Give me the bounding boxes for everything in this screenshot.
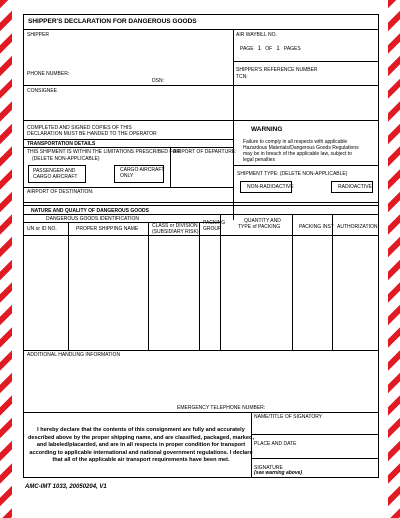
warning-line3: may be in breach of the applicable law, subject to [243, 151, 352, 157]
divider [170, 147, 171, 187]
pages-label: PAGES [283, 46, 301, 52]
form-title: SHIPPER'S DECLARATION FOR DANGEROUS GOODS [28, 18, 197, 25]
divider [24, 205, 378, 206]
consignee-field[interactable] [27, 95, 231, 123]
radioactive-label: RADIOACTIVE [338, 184, 372, 190]
divider [251, 458, 378, 459]
column-un-id: UN or ID NO. [27, 226, 57, 232]
dangerous-goods-table-body[interactable] [25, 236, 377, 349]
right-hazard-stripe [388, 0, 400, 518]
nature-quality-label: NATURE AND QUALITY OF DANGEROUS GOODS [31, 208, 149, 214]
cargo-line2: ONLY [120, 173, 134, 179]
column-packing-group-line1: PACKING [203, 220, 226, 226]
divider [24, 139, 233, 140]
transport-details-label: TRANSPORTATION DETAILS [27, 141, 96, 147]
signature-note: (see warning above) [254, 470, 303, 476]
page-number[interactable]: 1 [257, 46, 262, 52]
divider [251, 412, 252, 477]
departure-label: AIRPORT OF DEPARTURE: [173, 149, 237, 155]
column-packing-group-line2: GROUP [203, 226, 222, 232]
place-date-field[interactable] [254, 448, 374, 456]
divider [24, 187, 233, 188]
divider [233, 61, 378, 62]
divider [233, 120, 378, 121]
non-radioactive-label: NON-RADIOACTIVE [247, 184, 294, 190]
column-quantity-line2: TYPE of PACKING [238, 224, 281, 230]
divider [24, 412, 378, 413]
left-hazard-stripe [0, 0, 12, 518]
warning-line2: Hazardous Materials/Dangerous Goods Regulations [243, 145, 359, 151]
column-packing-inst: PACKING INST [299, 224, 334, 230]
divider [233, 165, 378, 166]
shipper-ref-label: SHIPPER'S REFERENCE NUMBER [236, 67, 318, 73]
cargo-line1: CARGO AIRCRAFT [120, 167, 165, 173]
tcn-label: TCN: [236, 74, 248, 80]
warning-title: WARNING [251, 126, 283, 133]
divider [24, 85, 378, 86]
shipper-label: SHIPPER [27, 32, 49, 38]
divider [24, 202, 378, 203]
destination-label: AIRPORT OF DESTINATION: [27, 189, 94, 195]
certification-statement: I hereby declare that the contents of this consignment are fully and accurately described above by the proper shipping name, and are classified, packaged, marked, and labeled/placarded, and are in all respects in proper condition for transport according to applicable international and national government regulations. I declare that all of the applicable air transport requirements have been met. [28, 427, 255, 464]
copies-notice-line1: COMPLETED AND SIGNED COPIES OF THIS [27, 125, 132, 131]
signature-label: SIGNATURE [254, 465, 283, 471]
divider [24, 29, 378, 30]
shipment-type-label: SHIPMENT TYPE: (DELETE NON-APPLICABLE) [237, 171, 348, 177]
column-authorization: AUTHORIZATION [337, 224, 378, 230]
declaration-form [23, 14, 379, 478]
emergency-phone-label: EMERGENCY TELEPHONE NUMBER: [177, 405, 266, 411]
column-shipping-name: PROPER SHIPPING NAME [76, 226, 139, 232]
page-count [240, 46, 301, 52]
form-footer: AMC-IMT 1033, 20050204, V1 [25, 484, 107, 490]
name-title-field[interactable] [254, 421, 374, 433]
passenger-line1: PASSENGER AND [33, 168, 76, 174]
consignee-label: CONSIGNEE [27, 88, 58, 94]
of-label: OF [265, 46, 273, 52]
divider [24, 147, 233, 148]
divider [251, 434, 378, 435]
warning-line4: legal penalties [243, 157, 275, 163]
place-date-label: PLACE AND DATE [254, 441, 297, 447]
divider [24, 350, 378, 351]
column-class-line1: CLASS or DIVISION [152, 223, 198, 229]
page-total[interactable]: 1 [276, 46, 280, 52]
column-class-line2: (SUBSIDIARY RISK) [152, 229, 199, 235]
column-quantity-line1: QUANTITY AND [244, 218, 281, 224]
dg-identification-label: DANGEROUS GOODS IDENTIFICATION [46, 216, 139, 222]
divider [24, 120, 233, 121]
delete-non-applicable-label: (DELETE NON-APPLICABLE) [32, 156, 100, 162]
copies-notice-line2: DECLARATION MUST BE HANDED TO THE OPERATOR [27, 131, 157, 137]
phone-label: PHONE NUMBER: [27, 71, 70, 77]
air-waybill-label: AIR WAYBILL NO. [236, 32, 277, 38]
page-label: PAGE [240, 46, 254, 52]
dsn-label: DSN: [152, 78, 164, 84]
additional-handling-label: ADDITIONAL HANDLING INFORMATION [27, 352, 121, 358]
name-title-label: NAME/TITLE OF SIGNATORY [254, 414, 323, 420]
limitations-label: THIS SHIPMENT IS WITHIN THE LIMITATIONS PRESCRIBED FOR: [27, 149, 182, 155]
divider [24, 214, 378, 215]
passenger-line2: CARGO AIRCRAFT [33, 174, 78, 180]
warning-line1: Failure to comply in all respects with applicable [243, 139, 348, 145]
additional-handling-field[interactable] [27, 359, 375, 404]
